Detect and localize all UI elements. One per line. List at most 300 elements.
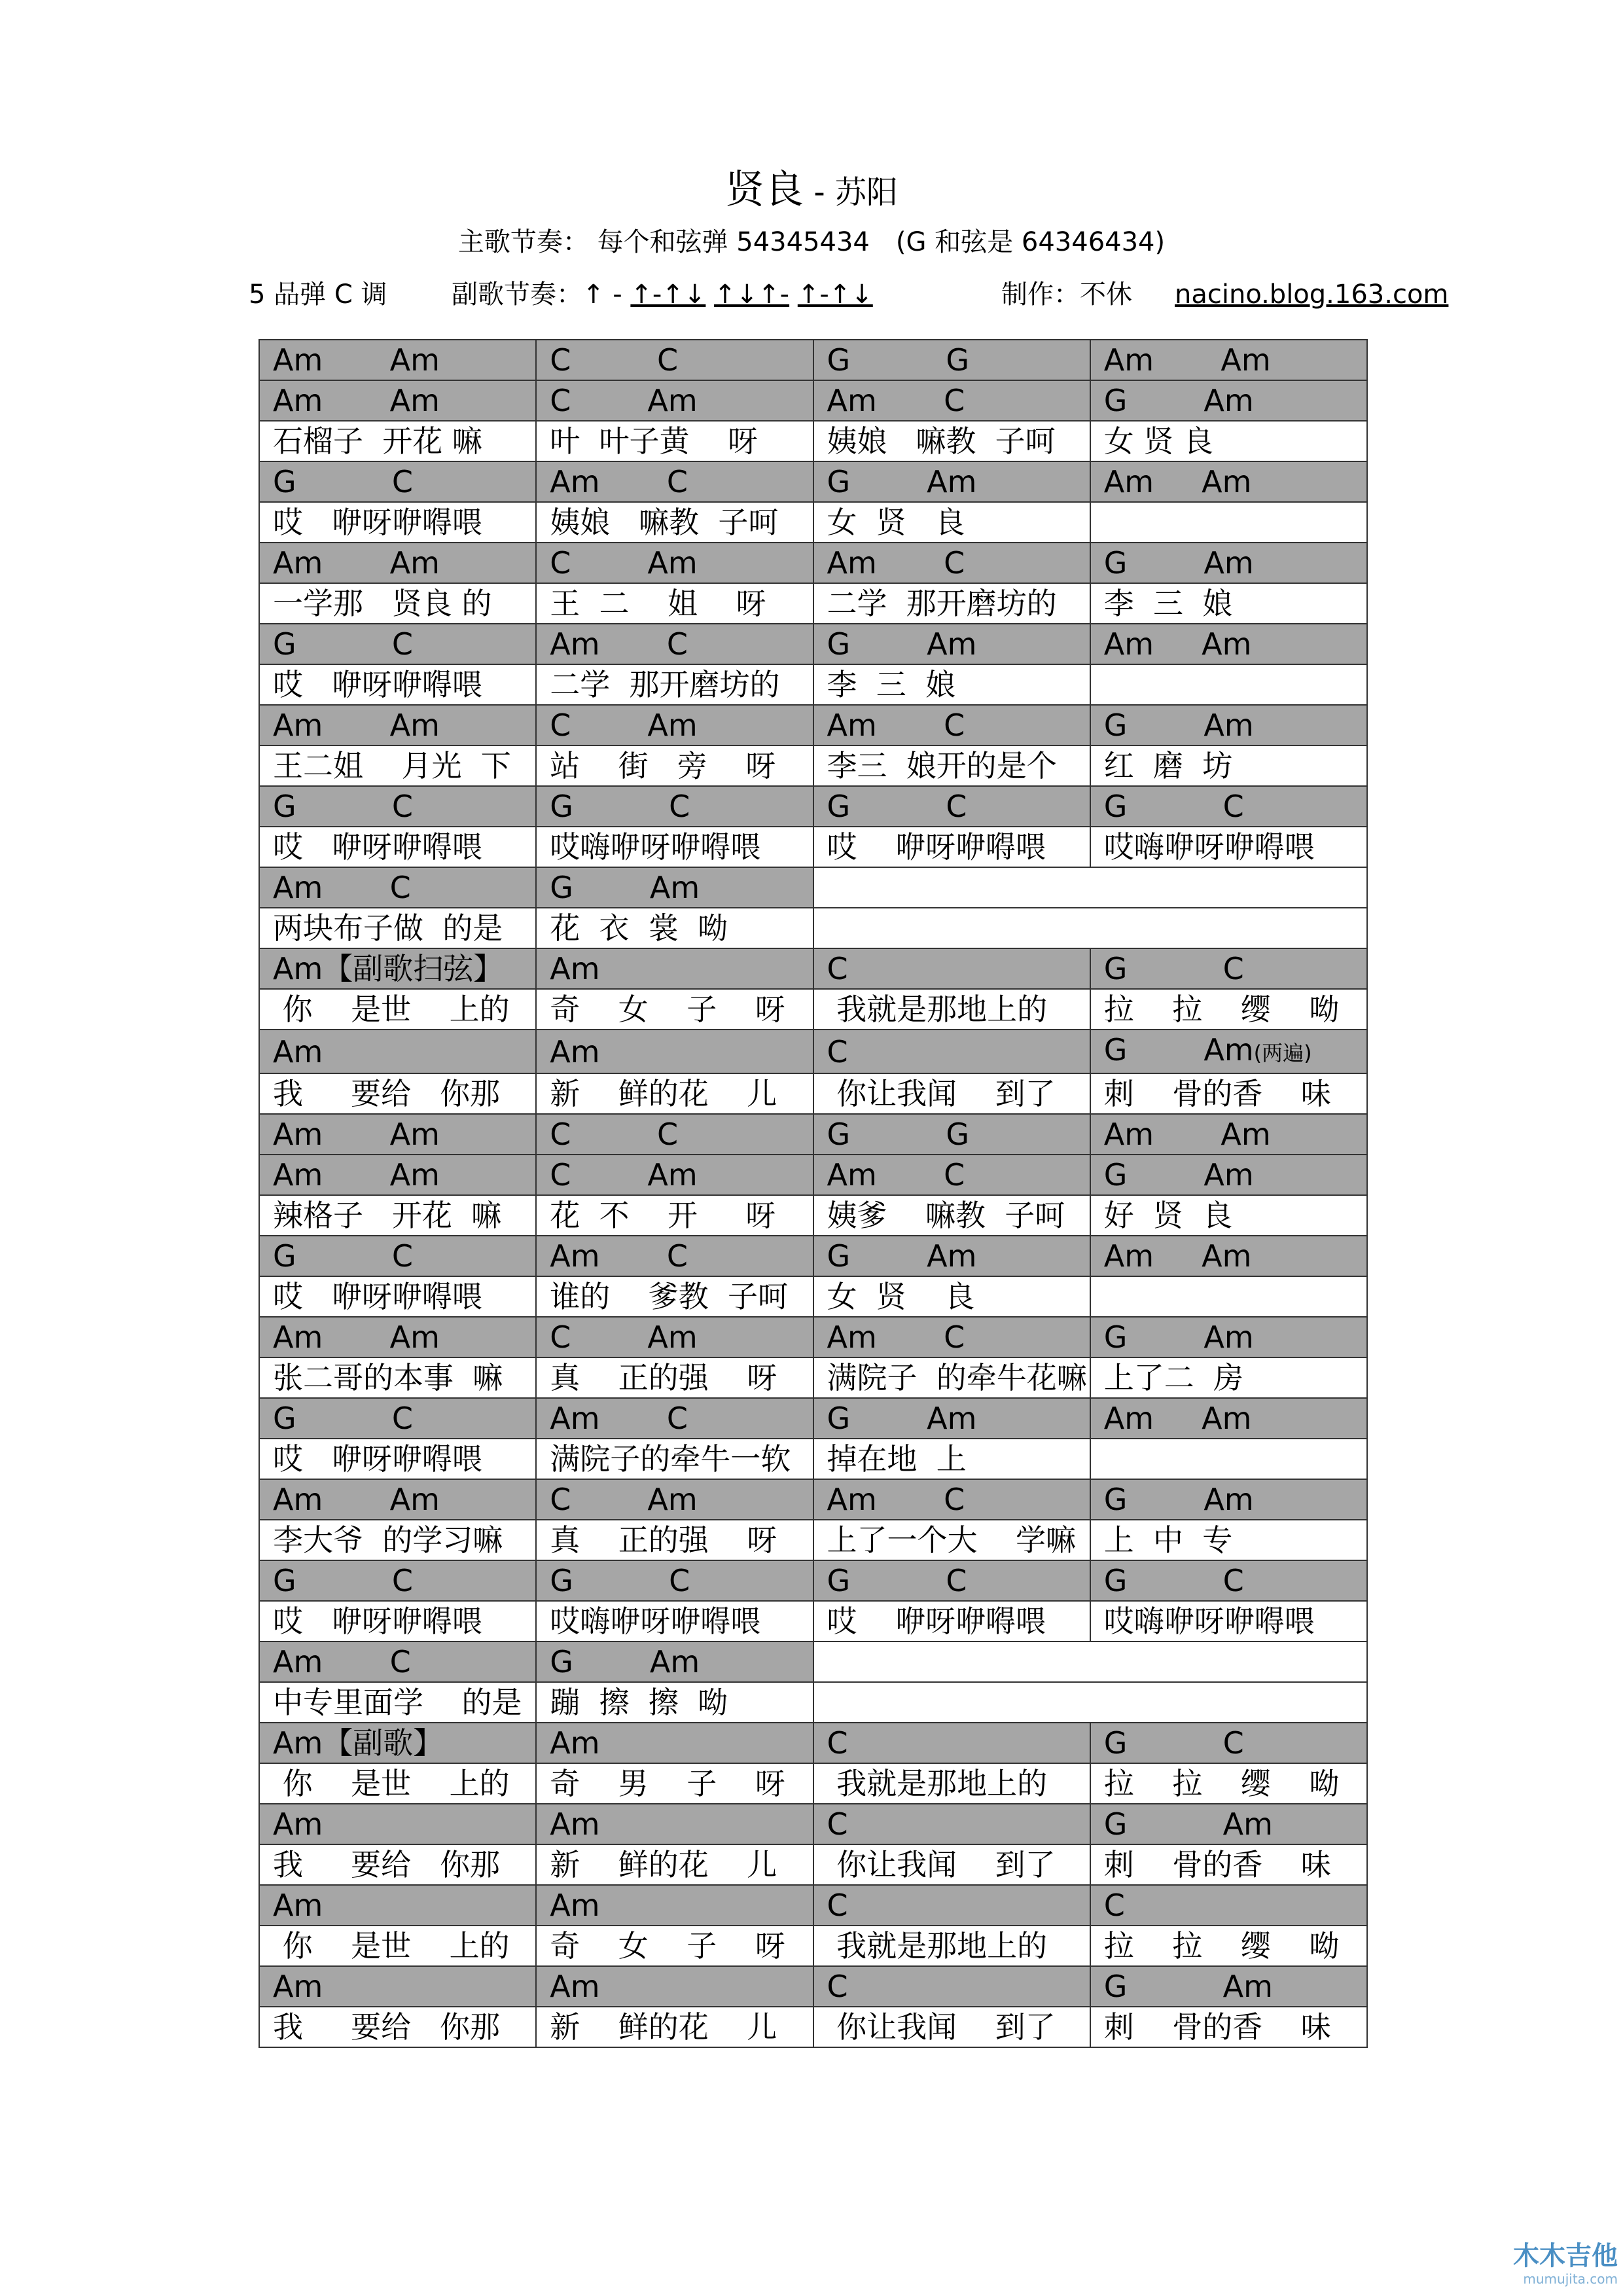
lyric-row — [259, 1520, 1367, 1560]
chord-text: G Am — [827, 1238, 977, 1274]
chord-cell — [813, 1398, 1090, 1439]
maker-credit: 制作：不休 — [1001, 279, 1132, 310]
chord-text: G C — [273, 1238, 413, 1274]
chord-text: C — [827, 1888, 848, 1923]
chord-text: G Am — [1103, 708, 1254, 743]
chord-text: Am Am — [1103, 1401, 1252, 1436]
strum-4: ↑-↑↓ — [797, 279, 873, 310]
chord-cell — [813, 1804, 1090, 1844]
lyric-text: 我就是那地上的 — [827, 1766, 1048, 1801]
chord-row — [259, 1030, 1367, 1073]
chord-cell — [259, 948, 536, 989]
chord-cell — [259, 1114, 536, 1155]
lyric-row — [259, 908, 1367, 948]
chord-cell — [1090, 1560, 1367, 1601]
watermark-name: 木木吉他 — [1513, 2241, 1618, 2271]
chord-sheet-table — [259, 339, 1368, 2048]
lyric-cell — [536, 583, 813, 624]
chord-cell — [259, 1804, 536, 1844]
strum-1: ↑ - — [582, 279, 631, 310]
lyric-row — [259, 1601, 1367, 1641]
lyric-cell — [1090, 1439, 1367, 1479]
chord-cell — [1090, 1114, 1367, 1155]
lyric-text: 李 三 娘 — [827, 667, 955, 702]
lyric-cell — [1090, 664, 1367, 705]
chord-cell — [536, 1236, 813, 1276]
lyric-text: 蹦 擦 擦 呦 — [550, 1685, 728, 1720]
chord-text: G G — [827, 342, 970, 378]
lyric-cell — [813, 2007, 1090, 2047]
lyric-text: 花 衣 裳 呦 — [550, 910, 728, 946]
chord-text: Am — [273, 1888, 323, 1923]
chord-cell — [813, 1114, 1090, 1155]
chord-text: G Am — [827, 1401, 977, 1436]
lyric-text: 你让我闻 到了 — [827, 1847, 1056, 1882]
chord-cell — [259, 1155, 536, 1195]
chord-cell — [536, 948, 813, 989]
chord-cell — [536, 1398, 813, 1439]
chord-cell — [813, 1560, 1090, 1601]
chord-cell — [259, 1723, 536, 1763]
lyric-cell — [1090, 1763, 1367, 1804]
chord-row — [259, 1236, 1367, 1276]
lyric-cell — [259, 421, 536, 461]
lyric-text: 你 是世 上的 — [273, 1766, 510, 1801]
lyric-text: 真 正的强 呀 — [550, 1522, 777, 1558]
chord-cell — [259, 1641, 536, 1682]
chord-row — [259, 1723, 1367, 1763]
blog-link[interactable]: nacino.blog.163.com — [1175, 279, 1449, 310]
chord-text: Am Am — [1103, 464, 1252, 499]
chord-row — [259, 786, 1367, 827]
lyric-text: 哎 咿呀咿嘚喂 — [273, 1279, 482, 1314]
lyric-text: 刺 骨的香 味 — [1103, 2009, 1331, 2045]
lyric-text: 刺 骨的香 味 — [1103, 1847, 1331, 1882]
lyric-cell — [259, 1357, 536, 1398]
lyric-cell — [536, 1439, 813, 1479]
chord-cell — [536, 543, 813, 583]
chord-text: G C — [273, 789, 413, 824]
lyric-cell — [813, 1195, 1090, 1236]
lyric-cell — [813, 827, 1090, 867]
chord-text: Am — [550, 951, 600, 986]
chord-row — [259, 1966, 1367, 2007]
lyric-text: 你让我闻 到了 — [827, 2009, 1056, 2045]
lyric-text: 女 贤 良 — [827, 1279, 975, 1314]
lyric-row — [259, 1276, 1367, 1317]
chord-cell — [259, 1966, 536, 2007]
chord-row — [259, 1155, 1367, 1195]
lyric-row — [259, 1073, 1367, 1114]
chord-cell — [536, 1560, 813, 1601]
lyric-cell — [813, 745, 1090, 786]
chord-text: G C — [273, 1401, 413, 1436]
chord-cell — [536, 1479, 813, 1520]
chord-text: C — [827, 1969, 848, 2004]
lyric-cell — [259, 745, 536, 786]
lyric-text: 上 中 专 — [1103, 1522, 1233, 1558]
chord-cell — [259, 624, 536, 664]
strum-2: ↑-↑↓ — [630, 279, 706, 310]
chord-text: G Am — [827, 464, 977, 499]
repeat-note: (两遍) — [1253, 1041, 1312, 1066]
chord-cell — [536, 867, 813, 908]
lyric-cell — [813, 421, 1090, 461]
chord-cell — [1090, 624, 1367, 664]
lyric-cell — [259, 827, 536, 867]
chord-text: C C — [550, 342, 679, 378]
lyric-text: 新 鲜的花 儿 — [550, 1076, 777, 1111]
lyric-row — [259, 502, 1367, 543]
chord-cell — [1090, 543, 1367, 583]
lyric-cell — [536, 1520, 813, 1560]
chord-text: C C — [550, 1117, 679, 1152]
lyric-text: 红 磨 坊 — [1103, 748, 1233, 783]
chord-text: G C — [1103, 789, 1244, 824]
chord-cell — [259, 1479, 536, 1520]
chord-cell — [813, 1155, 1090, 1195]
chord-text: C Am — [550, 1157, 698, 1193]
lyric-text: 两块布子做 的是 — [273, 910, 503, 946]
chord-cell — [536, 1030, 813, 1073]
chord-cell — [1090, 705, 1367, 745]
lyric-cell — [259, 1763, 536, 1804]
chord-cell — [536, 1155, 813, 1195]
chord-cell — [1090, 948, 1367, 989]
chord-text: Am C — [827, 545, 965, 581]
lyric-text: 哎 咿呀咿嘚喂 — [273, 667, 482, 702]
lyric-cell — [536, 989, 813, 1030]
chord-text: G Am — [1103, 1969, 1273, 2004]
lyric-text: 哎 咿呀咿嘚喂 — [273, 1441, 482, 1477]
chord-cell — [536, 786, 813, 827]
lyric-cell — [813, 1357, 1090, 1398]
lyric-cell — [1090, 1276, 1367, 1317]
chord-row — [259, 340, 1367, 380]
lyric-text: 姨娘 嘛教 子呵 — [550, 505, 779, 540]
lyric-cell — [1090, 502, 1367, 543]
lyric-text: 拉 拉 缨 呦 — [1103, 992, 1340, 1027]
lyric-row — [259, 1682, 1367, 1723]
lyric-text: 站 街 旁 呀 — [550, 748, 776, 783]
chord-row — [259, 1885, 1367, 1926]
chord-text: C Am — [550, 545, 698, 581]
chord-text: C Am — [550, 383, 698, 418]
lyric-cell — [1090, 421, 1367, 461]
lyric-text: 拉 拉 缨 呦 — [1103, 1766, 1340, 1801]
lyric-cell — [536, 1601, 813, 1641]
chord-cell — [259, 1398, 536, 1439]
chord-cell — [1090, 380, 1367, 421]
chord-cell — [536, 705, 813, 745]
lyric-cell — [813, 989, 1090, 1030]
chord-text: G C — [827, 789, 967, 824]
lyric-cell — [536, 1276, 813, 1317]
lyric-text: 哎 咿呀咿嘚喂 — [273, 1604, 482, 1639]
lyric-cell — [536, 1195, 813, 1236]
lyric-cell — [536, 421, 813, 461]
strum-gap — [789, 279, 798, 310]
lyric-cell — [536, 1682, 813, 1723]
lyric-cell — [259, 1276, 536, 1317]
lyric-cell — [259, 908, 536, 948]
lyric-text: 哎嗨咿呀咿嘚喂 — [1103, 829, 1315, 865]
lyric-cell — [536, 1844, 813, 1885]
chord-cell — [1090, 1804, 1367, 1844]
lyric-text: 二学 那开磨坊的 — [827, 586, 1057, 621]
chord-cell — [536, 1885, 813, 1926]
chord-cell — [813, 340, 1090, 380]
lyric-cell — [259, 989, 536, 1030]
chord-text: G C — [550, 789, 690, 824]
chord-text: Am Am — [273, 545, 440, 581]
lyric-text: 你让我闻 到了 — [827, 1076, 1056, 1111]
lyric-cell — [259, 1844, 536, 1885]
lyric-cell — [259, 1439, 536, 1479]
title-separator: - — [804, 174, 835, 211]
chord-cell — [259, 786, 536, 827]
chord-text: C Am — [550, 1319, 698, 1355]
lyric-text: 哎嗨咿呀咿嘚喂 — [550, 1604, 761, 1639]
chord-row — [259, 380, 1367, 421]
chord-cell — [813, 543, 1090, 583]
lyric-cell — [813, 1682, 1368, 1723]
chord-cell — [259, 1317, 536, 1357]
lyric-text: 二学 那开磨坊的 — [550, 667, 780, 702]
chord-cell — [259, 867, 536, 908]
chord-text: Am — [550, 1888, 600, 1923]
chord-cell — [1090, 1155, 1367, 1195]
lyric-text: 哎 咿呀咿嘚喂 — [827, 829, 1046, 865]
chord-text: Am C — [273, 870, 411, 905]
chord-text: Am C — [550, 1238, 688, 1274]
chord-text: Am Am — [273, 1319, 440, 1355]
chord-cell — [813, 1030, 1090, 1073]
chord-text: G C — [273, 464, 413, 499]
chord-text: C — [827, 951, 848, 986]
chord-text: Am【副歌扫弦】 — [273, 951, 504, 986]
chord-cell — [259, 1885, 536, 1926]
lyric-cell — [813, 908, 1368, 948]
lyric-row — [259, 1195, 1367, 1236]
lyric-text: 李大爷 的学习嘛 — [273, 1522, 503, 1558]
lyric-cell — [1090, 1073, 1367, 1114]
chord-text: G Am — [827, 626, 977, 662]
chord-text: Am Am — [273, 708, 440, 743]
chord-text: Am — [273, 1969, 323, 2004]
chorus-rhythm-label: 副歌节奏： — [452, 279, 582, 310]
lyric-cell — [1090, 1520, 1367, 1560]
verse-rhythm: 主歌节奏： 每个和弦弹 54345434 (G 和弦是 64346434) — [457, 227, 1166, 257]
chord-cell — [813, 461, 1090, 502]
chord-text: C Am — [550, 1482, 698, 1517]
chord-row — [259, 948, 1367, 989]
chord-text: C — [827, 1033, 848, 1069]
chord-text: C Am — [550, 708, 698, 743]
chord-cell — [259, 1030, 536, 1073]
lyric-text: 我就是那地上的 — [827, 992, 1048, 1027]
chord-cell — [1090, 1236, 1367, 1276]
lyric-cell — [813, 1276, 1090, 1317]
chord-cell — [813, 948, 1090, 989]
chord-text: Am Am — [273, 342, 440, 378]
lyric-text: 真 正的强 呀 — [550, 1360, 777, 1395]
chord-text: Am Am — [273, 1157, 440, 1193]
lyric-row — [259, 989, 1367, 1030]
chorus-rhythm — [452, 268, 873, 321]
lyric-cell — [536, 908, 813, 948]
chord-text: Am C — [827, 383, 965, 418]
lyric-cell — [259, 502, 536, 543]
chord-cell — [1090, 1885, 1367, 1926]
chord-cell — [259, 380, 536, 421]
strum-gap — [705, 279, 714, 310]
lyric-text: 花 不 开 呀 — [550, 1198, 776, 1233]
lyric-text: 奇 女 子 呀 — [550, 1928, 785, 1964]
chord-cell — [1090, 786, 1367, 827]
lyric-text: 哎 咿呀咿嘚喂 — [273, 829, 482, 865]
lyric-row — [259, 1357, 1367, 1398]
chord-row — [259, 461, 1367, 502]
chord-text: Am — [273, 1033, 323, 1069]
lyric-cell — [536, 2007, 813, 2047]
lyric-cell — [259, 1926, 536, 1966]
chord-cell — [536, 624, 813, 664]
lyric-text: 中专里面学 的是 — [273, 1685, 522, 1720]
chord-cell — [1090, 1723, 1367, 1763]
lyric-cell — [536, 1763, 813, 1804]
chord-cell — [813, 1317, 1090, 1357]
lyric-text: 上了一个大 学嘛 — [827, 1522, 1076, 1558]
song-title — [0, 160, 1623, 222]
lyric-text: 满院子的牵牛一软 — [550, 1441, 791, 1477]
chord-text: G G — [827, 1117, 970, 1152]
lyric-cell — [813, 502, 1090, 543]
chord-cell — [1090, 1030, 1367, 1073]
chord-cell — [536, 340, 813, 380]
lyric-text: 刺 骨的香 味 — [1103, 1076, 1331, 1111]
chord-text: Am Am — [273, 383, 440, 418]
lyric-cell — [536, 502, 813, 543]
lyric-cell — [259, 1195, 536, 1236]
chord-text: G C — [1103, 1725, 1244, 1761]
lyric-row — [259, 664, 1367, 705]
lyric-cell — [536, 827, 813, 867]
chord-text: G Am — [1103, 1482, 1254, 1517]
chord-cell — [813, 705, 1090, 745]
lyric-text: 王二姐 月光 下 — [273, 748, 511, 783]
lyric-text: 我 要给 你那 — [273, 1076, 500, 1111]
lyric-text: 辣格子 开花 嘛 — [273, 1198, 502, 1233]
chord-cell — [536, 1804, 813, 1844]
chord-text: Am C — [550, 464, 688, 499]
lyric-row — [259, 1844, 1367, 1885]
lyric-cell — [813, 583, 1090, 624]
chord-row — [259, 1398, 1367, 1439]
lyric-cell — [813, 664, 1090, 705]
lyric-cell — [259, 1601, 536, 1641]
chord-text: C — [827, 1806, 848, 1842]
lyric-cell — [813, 1763, 1090, 1804]
chord-text: Am Am — [1103, 1238, 1252, 1274]
chord-text: G Am — [550, 1644, 700, 1679]
lyric-row — [259, 421, 1367, 461]
chord-cell — [813, 380, 1090, 421]
chord-cell — [536, 1723, 813, 1763]
chord-row — [259, 1479, 1367, 1520]
lyric-cell — [259, 583, 536, 624]
lyric-cell — [813, 1844, 1090, 1885]
chord-row — [259, 1317, 1367, 1357]
chord-cell — [813, 1641, 1368, 1682]
chord-cell — [259, 461, 536, 502]
lyric-cell — [1090, 745, 1367, 786]
chord-text: C — [827, 1725, 848, 1761]
lyric-text: 哎嗨咿呀咿嘚喂 — [1103, 1604, 1315, 1639]
lyric-text: 张二哥的本事 嘛 — [273, 1360, 503, 1395]
lyric-cell — [259, 664, 536, 705]
chord-text: G Am — [1103, 1319, 1254, 1355]
lyric-cell — [259, 1520, 536, 1560]
lyric-cell — [1090, 1601, 1367, 1641]
chord-row — [259, 867, 1367, 908]
lyric-cell — [813, 1601, 1090, 1641]
chord-row — [259, 1114, 1367, 1155]
chord-text: Am — [273, 1806, 323, 1842]
chord-text: Am【副歌】 — [273, 1725, 444, 1761]
chord-cell — [1090, 1317, 1367, 1357]
lyric-cell — [536, 1357, 813, 1398]
lyric-cell — [536, 1073, 813, 1114]
lyric-text: 一学那 贤良 的 — [273, 586, 492, 621]
chord-row — [259, 624, 1367, 664]
chord-row — [259, 1560, 1367, 1601]
lyric-text: 哎嗨咿呀咿嘚喂 — [550, 829, 761, 865]
lyric-text: 你 是世 上的 — [273, 1928, 510, 1964]
chord-row — [259, 543, 1367, 583]
lyric-text: 你 是世 上的 — [273, 992, 510, 1027]
chord-cell — [259, 543, 536, 583]
chord-text: G C — [273, 1563, 413, 1598]
chord-cell — [813, 867, 1368, 908]
capo-key: 5 品弹 C 调 — [249, 279, 387, 310]
chord-text: Am — [550, 1725, 600, 1761]
lyric-text: 好 贤 良 — [1103, 1198, 1233, 1233]
lyric-cell — [1090, 1195, 1367, 1236]
chord-cell — [1090, 461, 1367, 502]
strum-3: ↑↓↑- — [714, 279, 790, 310]
artist-name: 苏阳 — [834, 174, 898, 211]
lyric-text: 姨娘 嘛教 子呵 — [827, 423, 1056, 459]
lyric-text: 李三 娘开的是个 — [827, 748, 1057, 783]
chord-text: G Am — [1103, 545, 1254, 581]
chord-text: G Am — [1103, 1157, 1254, 1193]
chord-cell — [259, 705, 536, 745]
title-text: 贤良 — [725, 167, 804, 213]
lyric-text: 我 要给 你那 — [273, 2009, 500, 2045]
lyric-cell — [813, 1073, 1090, 1114]
lyric-text: 女 贤 良 — [827, 505, 965, 540]
chord-text: Am Am — [273, 1482, 440, 1517]
lyric-cell — [1090, 583, 1367, 624]
chord-cell — [813, 1885, 1090, 1926]
lyric-text: 石榴子 开花 嘛 — [273, 423, 482, 459]
lyric-row — [259, 583, 1367, 624]
lyric-text: 上了二 房 — [1103, 1360, 1243, 1395]
lyric-cell — [536, 745, 813, 786]
chord-cell — [259, 1236, 536, 1276]
lyric-row — [259, 827, 1367, 867]
